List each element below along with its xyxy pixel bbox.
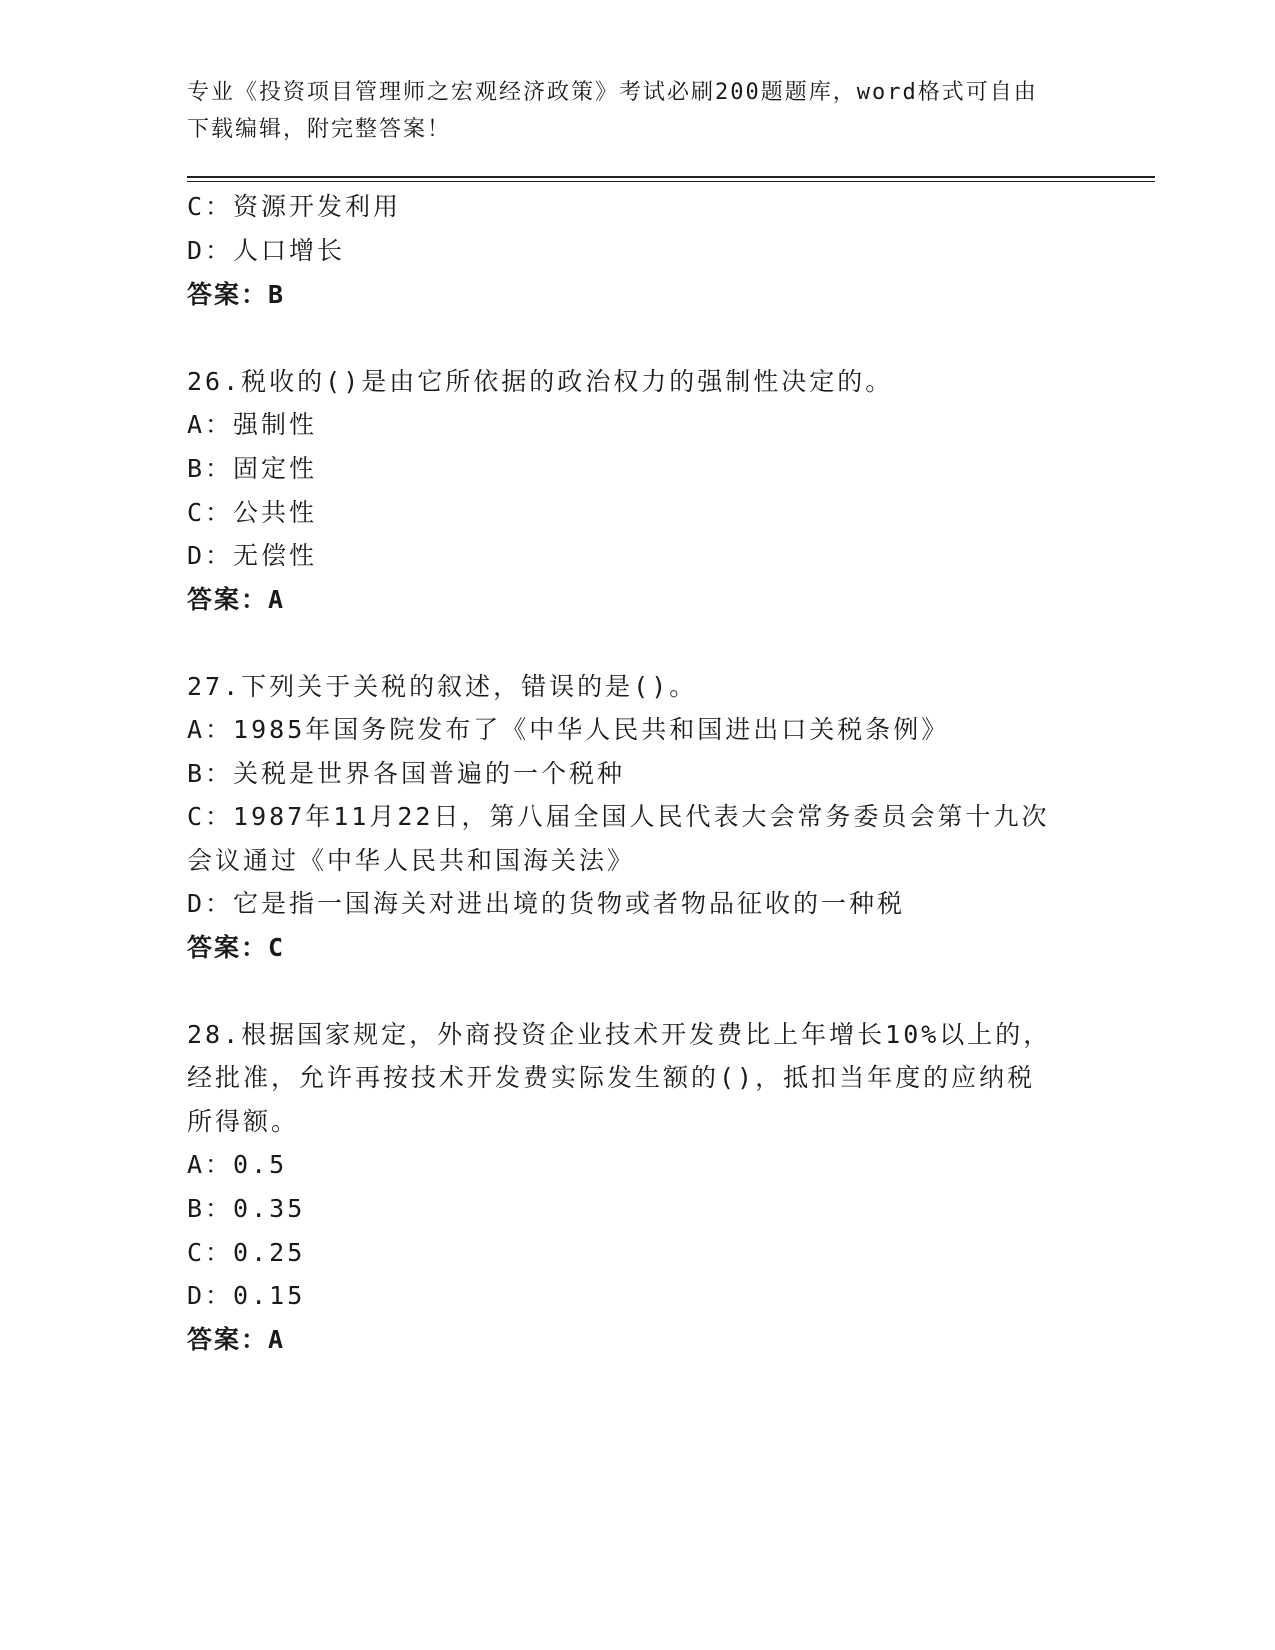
q26-option-b: B：固定性	[187, 454, 318, 483]
q26-option-c: C：公共性	[187, 498, 318, 527]
answer-label: 答案：	[187, 585, 269, 614]
document-header	[187, 74, 1067, 148]
answer-label: 答案：	[187, 1325, 269, 1354]
q26-option-a: A：强制性	[187, 410, 318, 439]
q28-question-line-1: 28.根据国家规定，外商投资企业技术开发费比上年增长10%以上的，	[187, 1020, 1052, 1049]
q28-option-d: D：0.15	[187, 1281, 306, 1310]
q27-question: 27.下列关于关税的叙述，错误的是()。	[187, 672, 698, 701]
q27-answer	[187, 928, 285, 964]
q28-question-line-2: 经批准，允许再按技术开发费实际发生额的()，抵扣当年度的应纳税	[187, 1063, 1036, 1092]
answer-value: C	[268, 933, 286, 962]
q26-question: 26.税收的()是由它所依据的政治权力的强制性决定的。	[187, 367, 894, 396]
q25-option-c: C：资源开发利用	[187, 192, 402, 221]
q26-option-d: D：无偿性	[187, 541, 318, 570]
q27-option-a: A：1985年国务院发布了《中华人民共和国进出口关税条例》	[187, 715, 950, 744]
q26-answer	[187, 580, 285, 616]
answer-value: A	[268, 1325, 286, 1354]
q28-answer	[187, 1320, 285, 1356]
q25-answer	[187, 275, 285, 311]
q27-option-c-line-2: 会议通过《中华人民共和国海关法》	[187, 846, 636, 875]
header-divider-thin	[187, 181, 1155, 182]
q27-option-d: D：它是指一国海关对进出境的货物或者物品征收的一种税	[187, 889, 906, 918]
q27-option-b: B：关税是世界各国普遍的一个税种	[187, 759, 626, 788]
answer-label: 答案：	[187, 933, 269, 962]
answer-value: B	[268, 280, 286, 309]
q28-question-line-3: 所得额。	[187, 1107, 300, 1136]
q28-option-b: B：0.35	[187, 1194, 306, 1223]
header-line-1: 专业《投资项目管理师之宏观经济政策》考试必刷200题题库，word格式可自由	[187, 80, 1038, 105]
header-line-2: 下载编辑，附完整答案！	[187, 117, 452, 142]
answer-value: A	[268, 585, 286, 614]
q28-option-a: A：0.5	[187, 1150, 288, 1179]
q27-option-c-line-1: C：1987年11月22日，第八届全国人民代表大会常务委员会第十九次	[187, 802, 1050, 831]
q28-option-c: C：0.25	[187, 1238, 306, 1267]
answer-label: 答案：	[187, 280, 269, 309]
header-divider-thick	[187, 176, 1155, 178]
q25-option-d: D：人口增长	[187, 236, 346, 265]
